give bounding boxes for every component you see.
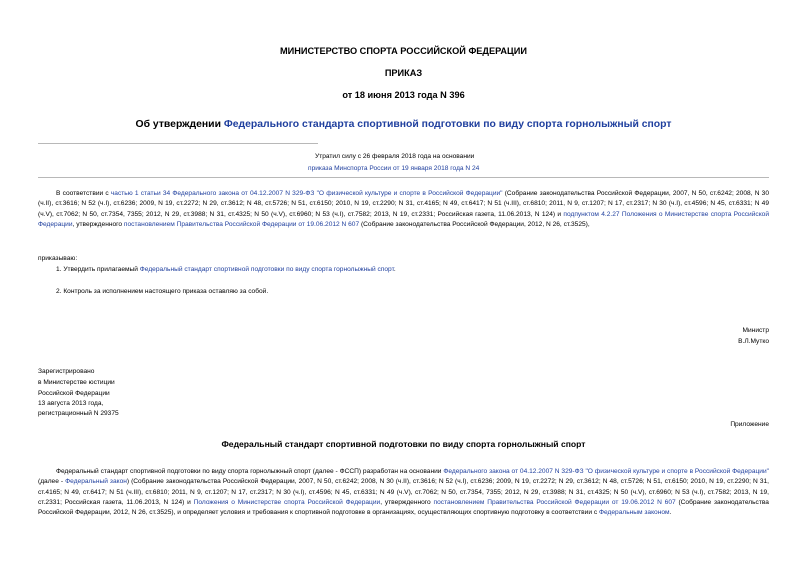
order-item-1 [56,265,396,275]
appendix-law-link[interactable]: Федерального закона от 04.12.2007 N 329-ФЗ "О физической культуре и спорте в Российской Федерации" [443,468,769,475]
law-link[interactable]: частью 1 статьи 34 Федерального закона от 04.12.2007 N 329-ФЗ "О физической культуре и спорте в Российской Федерации" [110,190,503,197]
divider-bottom [38,177,769,178]
registration-line: 13 августа 2013 года, [38,400,104,407]
title-prefix: Об утверждении [135,119,224,130]
appendix-text-3: ) (Собрание законодательства Российской Федерации, 2007, N 50, ст.6242; 2008, N 30 (ч.II), ст.3616; N 52 (ч.I), ст.6236; 2009, N 19, ст.2272; N 29, ст.3612; N 48, ст.5726; N 51, ст.6150; 2010, N 19, ст.2290; N 31, ст.4165; N 49, ст.6417; N 51 (ч.III), ст.6810; 2011, N 9, ст.1207; N 17, ст.2317; N 30 (ч.I), ст.4596; N 45, ст.6331; N 49 (ч.V), ст.7062; N 50, ст.7354, 7355; 2012, N 29, ст.3988; N 31, ст.4325; N 50 (ч.V), ст.6960; N 53 (ч.I), ст.7582; 2013, N 19, ст.2331; Российская газета, 11.06.2013, N 124) и [38,478,769,506]
divider-top [38,143,318,144]
document-type: ПРИКАЗ [384,68,423,78]
regulation-link[interactable]: подпунктом 4.2.27 Положения о Министерстве спорта Российской Федерации [38,210,770,228]
appendix-text-6: . [669,509,672,517]
order-item-1-text: 1. Утвердить прилагаемый [56,266,140,273]
preamble-text-2: (Собрание законодательства Российской Федерации, 2007, N 50, ст.6242; 2008, N 30 (ч.II), ст.3616; N 52 (ч.I), ст.6236; 2009, N 19, ст.2272; N 29, ст.3612; N 48, ст.5726; N 51, ст.6150; 2010, N 19, ст.2290; N 31, ст.4165; N 49, ст.6417; N 51 (ч.III), ст.6810; 2011, N 9, ст.1207; N 17, ст.2317; N 30 (ч.I), ст.4596; N 45, ст.6331; N 49 (ч.V), ст.7062; N 50, ст.7354, 7355; 2012, N 29, ст.3988; N 31, ст.4325; N 50 (ч.V), ст.6960; N 53 (ч.I), ст.7582; 2013, N 19, ст.2331; Российская газета, 11.06.2013, N 124) и [38,190,769,218]
resolution-link[interactable]: постановлением Правительства Российской Федерации от 19.06.2012 N 607 [123,220,360,228]
ministry-heading: МИНИСТЕРСТВО СПОРТА РОССИЙСКОЙ ФЕДЕРАЦИИ [280,46,527,56]
order-item-2: 2. Контроль за исполнением настоящего приказа оставляю за собой. [56,288,269,295]
appendix-text-4: , утвержденного [380,498,434,506]
federal-law-link[interactable]: Федеральный закон [65,478,127,486]
document-date-number: от 18 июня 2013 года N 396 [342,90,465,100]
appendix-regulation-link[interactable]: Положения о Министерстве спорта Российской Федерации [193,498,381,506]
registration-line: Российской Федерации [38,390,110,397]
signature-name: В.Л.Мутко [738,338,769,345]
document-title [0,119,807,130]
federal-law-link-2[interactable]: Федеральным законом [599,509,670,517]
status-link[interactable]: приказа Минспорта России от 19 января 2018 года N 24 [308,165,480,172]
registration-line: Зарегистрировано [38,368,95,375]
preamble-paragraph [38,189,769,230]
preamble-text-4: (Собрание законодательства Российской Федерации, 2012, N 26, ст.3525), [359,220,590,228]
appendix-text-1: Федеральный стандарт спортивной подготовки по виду спорта горнолыжный спорт (далее - ФССП) разработан на основании [56,468,444,475]
registration-line: регистрационный N 29375 [38,410,119,417]
order-item-1-end: . [393,266,396,273]
appendix-paragraph [38,467,769,518]
preamble-text-3: , утвержденного [72,220,124,228]
appendix-text-5: (Собрание законодательства Российской Федерации, 2012, N 26, ст.3525), и определяет условия и требования к спортивной подготовке в организациях, осуществляющих спортивную подготовку в соответствии с [38,498,769,517]
status-text: Утратил силу с 26 февраля 2018 года на основании [315,153,475,160]
appendix-title: Федеральный стандарт спортивной подготовки по виду спорта горнолыжный спорт [221,439,586,449]
order-word: приказываю: [38,255,78,262]
standard-link[interactable]: Федеральный стандарт спортивной подготовки по виду спорта горнолыжный спорт [139,266,394,273]
appendix-text-2: (далее - [38,478,66,486]
title-link[interactable]: Федерального стандарта спортивной подготовки по виду спорта горнолыжный спорт [223,119,672,130]
preamble-text-1: В соответствии с [56,190,111,197]
appendix-label: Приложение [730,421,769,428]
appendix-resolution-link[interactable]: постановлением Правительства Российской Федерации от 19.06.2012 N 607 [433,498,676,506]
signature-position: Министр [742,327,769,334]
registration-line: в Министерстве юстиции [38,379,115,386]
